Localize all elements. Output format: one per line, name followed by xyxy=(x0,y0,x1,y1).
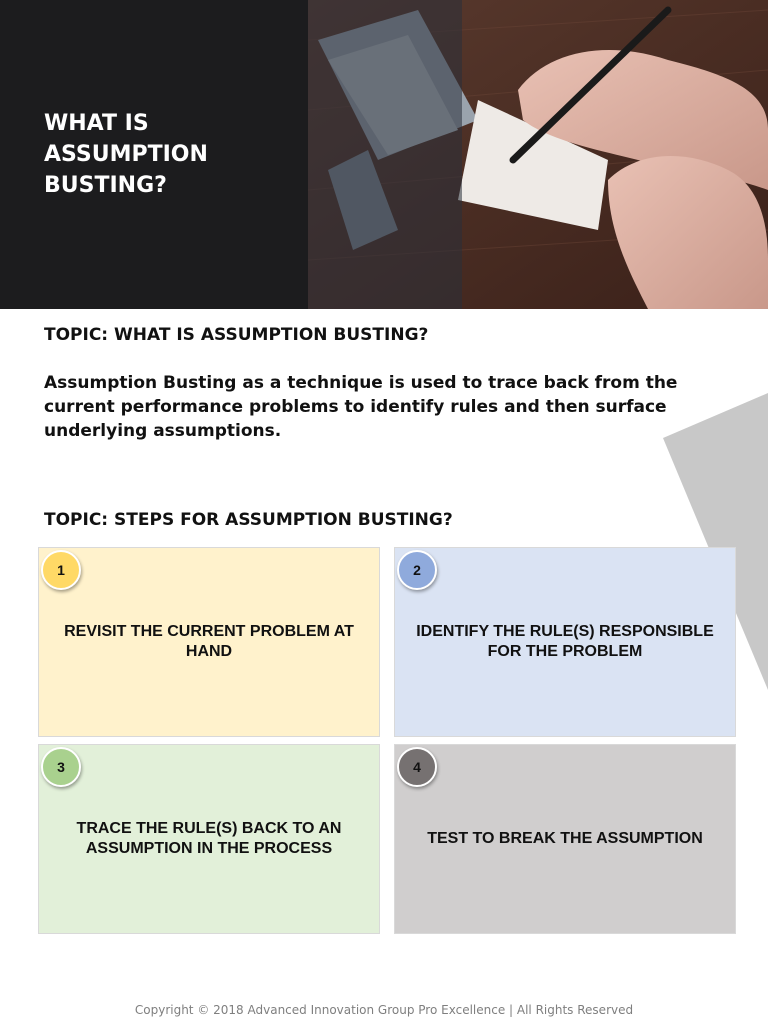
step-text: TRACE THE RULE(S) BACK TO AN ASSUMPTION IN THE PROCESS xyxy=(76,820,342,857)
step-card-1 xyxy=(38,547,380,737)
topic-heading-steps: TOPIC: STEPS FOR ASSUMPTION BUSTING? xyxy=(44,510,453,530)
step-number-badge: 3 xyxy=(41,747,81,787)
step-number-badge: 1 xyxy=(41,550,81,590)
step-text: IDENTIFY THE RULE(S) RESPONSIBLE FOR THE PROBLEM xyxy=(416,623,714,660)
step-number-badge: 4 xyxy=(397,747,437,787)
step-card-3 xyxy=(38,744,380,934)
topic-heading-definition: TOPIC: WHAT IS ASSUMPTION BUSTING? xyxy=(44,325,429,345)
hero-photo-writing-hand xyxy=(308,0,768,309)
step-card-4 xyxy=(394,744,736,934)
step-text: REVISIT THE CURRENT PROBLEM AT HAND xyxy=(64,623,354,660)
step-text: TEST TO BREAK THE ASSUMPTION xyxy=(427,830,703,847)
footer-copyright: Copyright © 2018 Advanced Innovation Group Pro Excellence | All Rights Reserved xyxy=(134,1003,634,1017)
hero-title: WHAT IS ASSUMPTION BUSTING? xyxy=(44,111,208,198)
definition-paragraph: Assumption Busting as a technique is used to trace back from the current performance problems to identify rules and then surface underlying assumptions. xyxy=(44,373,678,441)
step-card-2 xyxy=(394,547,736,737)
hero-banner xyxy=(0,0,768,309)
step-number-badge: 2 xyxy=(397,550,437,590)
